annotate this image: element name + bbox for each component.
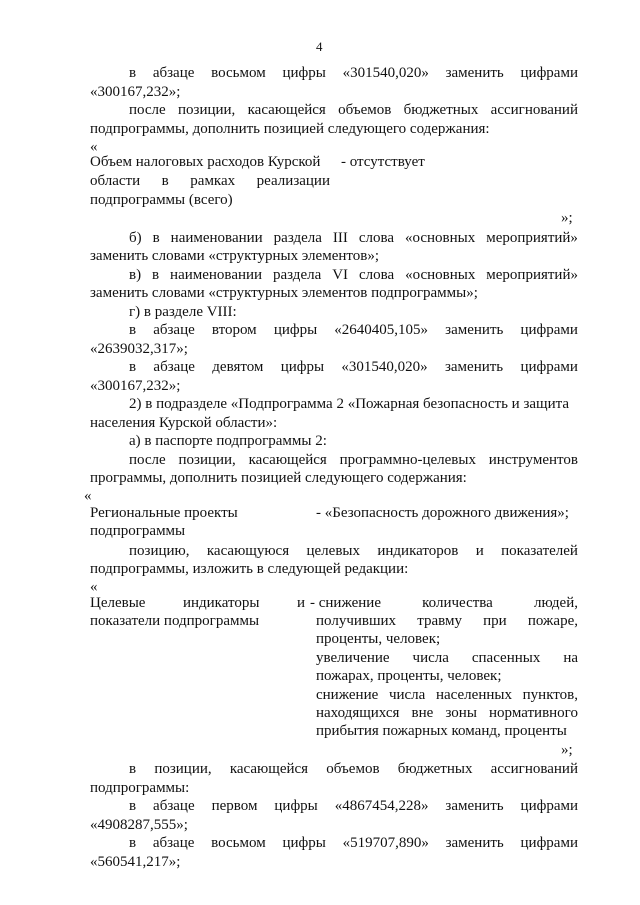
line-16: «2639032,317»; — [90, 341, 188, 357]
word: б) — [129, 230, 142, 246]
line-41 — [129, 797, 578, 815]
open-quote-1: « — [90, 139, 98, 155]
word: «основных — [405, 267, 476, 283]
word: объемов — [338, 102, 392, 118]
word: «основных — [405, 230, 476, 246]
word: VI — [332, 267, 349, 283]
word: абзаце — [153, 359, 195, 375]
word: людей, — [533, 595, 578, 611]
line-14: г) в разделе VIII: — [129, 304, 237, 320]
line-17 — [129, 358, 578, 376]
line-12 — [129, 266, 578, 284]
word: снижение — [316, 687, 379, 703]
word: абзаце — [152, 65, 195, 81]
line-36 — [316, 704, 578, 722]
line-43 — [129, 834, 578, 852]
word: показателей — [501, 543, 578, 559]
line-1 — [129, 64, 578, 82]
word: целевых — [306, 543, 360, 559]
word: в — [129, 65, 137, 81]
word: в — [152, 230, 160, 246]
word: индикаторов — [377, 543, 459, 559]
word: «4867454,228» — [334, 798, 429, 814]
word: реализации — [256, 173, 330, 189]
line-13: заменить словами «структурных элементов подпрограммы»; — [90, 285, 478, 301]
word: цифры — [273, 322, 318, 338]
word: рамках — [190, 173, 236, 189]
word: восьмом — [211, 835, 266, 851]
word: пожаре, — [527, 613, 578, 629]
word: позиции, — [178, 452, 236, 468]
word: раздела — [273, 267, 322, 283]
line-19: 2) в подразделе «Подпрограмма 2 «Пожарная безопасность и защита — [129, 396, 570, 412]
word: «301540,020» — [342, 65, 429, 81]
word: цифры — [274, 798, 318, 814]
word: и — [296, 595, 305, 611]
line-28: подпрограммы, изложить в следующей редакции: — [90, 561, 409, 577]
word: вне — [411, 705, 434, 721]
word: заменить — [445, 835, 504, 851]
line-30a — [90, 594, 305, 612]
word: III — [332, 230, 348, 246]
word: первом — [211, 798, 258, 814]
line-40: подпрограммы: — [90, 780, 190, 796]
word: втором — [211, 322, 257, 338]
word: после — [129, 452, 166, 468]
line-42: «4908287,555»; — [90, 817, 188, 833]
word: цифрами — [520, 359, 578, 375]
close-quote-3: »; — [561, 742, 573, 758]
word: Целевые — [90, 595, 146, 611]
line-11: заменить словами «структурных элементов»; — [90, 248, 379, 264]
word: наименовании — [170, 267, 263, 283]
word: программно-целевых — [339, 452, 476, 468]
open-quote-3: « — [90, 579, 98, 595]
word: цифрами — [520, 65, 578, 81]
line-30b — [310, 594, 578, 612]
line-6a: Объем налоговых расходов Курской — [90, 154, 321, 170]
word: восьмом — [211, 65, 266, 81]
open-quote-2: « — [84, 488, 92, 504]
word: инструментов — [488, 452, 578, 468]
line-22 — [129, 451, 578, 469]
word: и — [475, 543, 484, 559]
word: бюджетных — [397, 761, 473, 777]
word: «301540,020» — [341, 359, 428, 375]
line-23: программы, дополнить позицией следующего содержания: — [90, 470, 467, 486]
word: объемов — [326, 761, 380, 777]
word: на — [563, 650, 578, 666]
word: области — [90, 173, 141, 189]
word: заменить — [444, 359, 504, 375]
word: позиции, — [154, 761, 212, 777]
word: заменить — [445, 322, 504, 338]
line-39 — [129, 760, 578, 778]
word: в — [161, 173, 169, 189]
line-27 — [129, 542, 578, 560]
line-31b — [316, 612, 578, 630]
line-25b: - «Безопасность дорожного движения»; — [316, 505, 569, 521]
word: цифры — [282, 65, 326, 81]
word: нормативного — [489, 705, 578, 721]
word: населенных — [436, 687, 512, 703]
word: касающейся — [247, 102, 326, 118]
line-3 — [129, 101, 578, 119]
line-8: подпрограммы (всего) — [90, 192, 233, 208]
word: «519707,890» — [342, 835, 429, 851]
word: наименовании — [170, 230, 263, 246]
line-33 — [316, 649, 578, 667]
word: бюджетных — [403, 102, 479, 118]
word: позиции, — [178, 102, 236, 118]
word: мероприятий» — [486, 230, 578, 246]
word: мероприятий» — [486, 267, 578, 283]
word: после — [129, 102, 166, 118]
word: в — [152, 267, 160, 283]
word: заменить — [445, 65, 504, 81]
word: травму — [417, 613, 462, 629]
line-21: а) в паспорте подпрограммы 2: — [129, 433, 327, 449]
word: получивших — [316, 613, 397, 629]
word: ассигнований — [490, 102, 578, 118]
word: числа — [388, 687, 426, 703]
word: слова — [358, 230, 395, 246]
line-6b: - отсутствует — [341, 154, 425, 170]
word: абзаце — [153, 798, 195, 814]
line-18: «300167,232»; — [90, 378, 181, 394]
word: в) — [129, 267, 142, 283]
word: находящихся — [316, 705, 400, 721]
word: позицию, — [129, 543, 190, 559]
word: ассигнований — [490, 761, 578, 777]
line-34: пожарах, проценты, человек; — [316, 668, 502, 684]
word: пунктов, — [522, 687, 578, 703]
line-7 — [90, 172, 330, 190]
word: касающуюся — [206, 543, 290, 559]
line-20: населения Курской области»: — [90, 415, 278, 431]
word: цифрами — [520, 798, 578, 814]
word: в — [129, 761, 137, 777]
word: - снижение — [310, 595, 381, 611]
word: в — [129, 322, 137, 338]
word: цифры — [280, 359, 325, 375]
word: при — [483, 613, 507, 629]
line-2: «300167,232»; — [90, 84, 181, 100]
word: в — [129, 835, 137, 851]
line-15 — [129, 321, 578, 339]
line-44: «560541,217»; — [90, 854, 181, 870]
word: заменить — [445, 798, 504, 814]
line-4: подпрограммы, дополнить позицией следующего содержания: — [90, 121, 490, 137]
word: числа — [412, 650, 449, 666]
word: цифры — [282, 835, 326, 851]
word: увеличение — [316, 650, 390, 666]
word: в — [129, 798, 137, 814]
line-31a: показатели подпрограммы — [90, 613, 260, 629]
word: касающейся — [229, 761, 309, 777]
line-10 — [129, 229, 578, 247]
word: зоны — [445, 705, 477, 721]
word: спасенных — [471, 650, 541, 666]
word: абзаце — [152, 835, 195, 851]
line-37: прибытия пожарных команд, проценты — [316, 723, 567, 739]
word: в — [129, 359, 137, 375]
line-32: проценты, человек; — [316, 631, 441, 647]
word: абзаце — [153, 322, 195, 338]
word: девятом — [212, 359, 264, 375]
word: слова — [358, 267, 395, 283]
line-35 — [316, 686, 578, 704]
word: касающейся — [248, 452, 327, 468]
word: количества — [422, 595, 493, 611]
word: раздела — [273, 230, 322, 246]
close-quote-1: »; — [561, 210, 573, 226]
page-number: 4 — [316, 39, 323, 54]
word: индикаторы — [182, 595, 260, 611]
line-25a: Региональные проекты — [90, 505, 238, 521]
line-26: подпрограммы — [90, 523, 186, 539]
word: «2640405,105» — [334, 322, 429, 338]
word: цифрами — [520, 322, 578, 338]
word: цифрами — [520, 835, 578, 851]
